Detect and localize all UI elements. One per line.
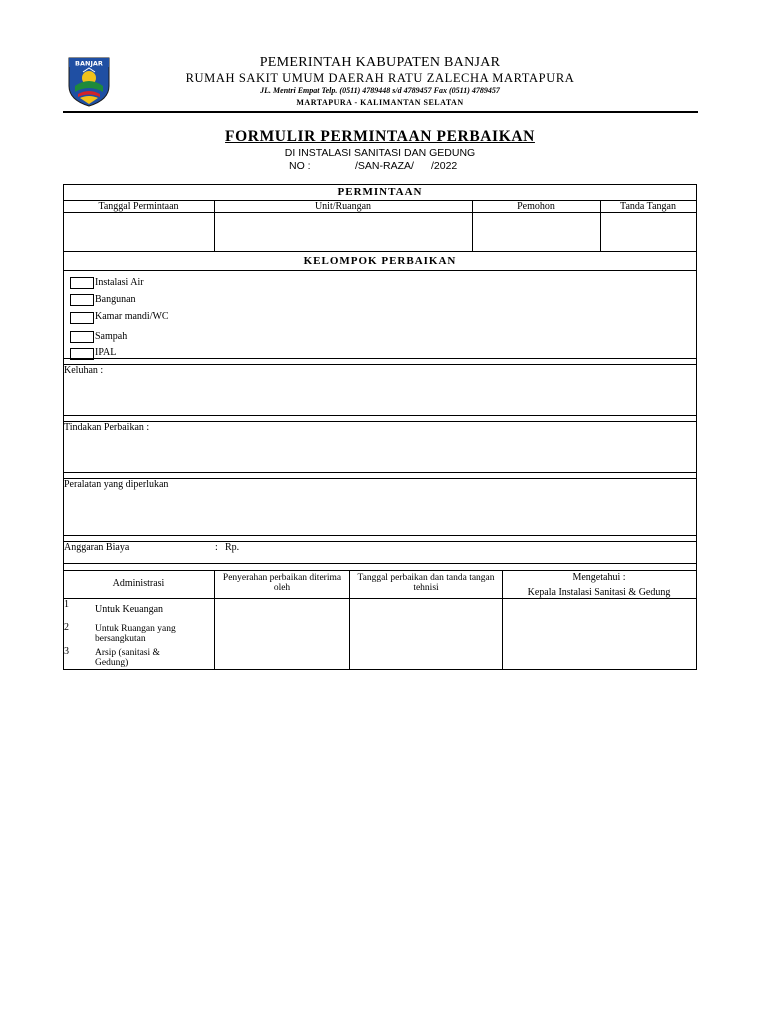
line-distribusi-top [63, 570, 697, 571]
checkbox-instalasi-air[interactable] [70, 277, 94, 289]
col-tanggal-permintaan: Tanggal Permintaan [98, 201, 179, 212]
kelompok-heading: KELOMPOK PERBAIKAN [303, 255, 457, 267]
line-peralatan-end [63, 535, 697, 536]
logo-text: BANJAR [75, 59, 103, 68]
input-mengetahui[interactable] [503, 599, 696, 669]
anggaran-currency: Rp. [225, 542, 240, 553]
row-label-arsip: Arsip (sanitasi & Gedung) [95, 648, 160, 668]
line-anggaran-end [63, 563, 697, 564]
row-label-ruangan: Untuk Ruangan yang bersangkutan [95, 624, 176, 644]
line-keluhan-end [63, 415, 697, 416]
kop-divider [63, 111, 698, 113]
line-top [63, 184, 697, 185]
kop-rumah-sakit: RUMAH SAKIT UMUM DAERAH RATU ZALECHA MARTAPURA [185, 71, 575, 85]
row-no-2: 2 [64, 622, 69, 633]
label-tindakan-perbaikan: Tindakan Perbaikan : [64, 422, 150, 433]
checkbox-kamar-mandi[interactable] [70, 312, 94, 324]
col-tanggal-perbaikan: Tanggal perbaikan dan tanda tangan tehnisi [357, 573, 495, 593]
permintaan-heading: PERMINTAAN [337, 186, 423, 198]
label-keluhan: Keluhan : [64, 365, 104, 376]
form-no-label: NO : [289, 160, 311, 172]
kop-pemerintah: PEMERINTAH KABUPATEN BANJAR [259, 55, 501, 70]
label-peralatan: Peralatan yang diperlukan [64, 479, 169, 490]
input-tanda-tangan[interactable] [601, 213, 696, 251]
form-no-code: /SAN-RAZA/ [355, 160, 414, 172]
input-tanggal-tehnisi[interactable] [350, 599, 502, 669]
line-permintaan-end [63, 251, 697, 252]
input-tanggal-permintaan[interactable] [64, 213, 214, 251]
checkbox-bangunan[interactable] [70, 294, 94, 306]
label-anggaran-biaya: Anggaran Biaya [64, 542, 130, 553]
label-instalasi-air: Instalasi Air [95, 277, 144, 288]
kop-alamat: JL. Mentri Empat Telp. (0511) 4789448 s/d 4789457 Fax (0511) 4789457 [260, 86, 500, 95]
label-sampah: Sampah [95, 331, 128, 342]
line-tindakan-end [63, 472, 697, 473]
line-bottom [63, 669, 697, 670]
col-mengetahui: Mengetahui : [572, 572, 626, 583]
anggaran-separator: : [215, 542, 218, 553]
col-administrasi: Administrasi [112, 578, 165, 589]
input-keluhan[interactable] [64, 377, 696, 414]
input-peralatan[interactable] [64, 491, 696, 534]
input-unit-ruangan[interactable] [215, 213, 472, 251]
form-no-year: /2022 [431, 160, 458, 172]
banjar-logo [66, 56, 112, 108]
line-keluhan-top [63, 364, 697, 365]
col-pemohon: Pemohon [517, 201, 555, 212]
line-kelompok-end [63, 358, 697, 359]
input-penyerahan[interactable] [215, 599, 349, 669]
row-label-keuangan: Untuk Keuangan [95, 604, 164, 615]
input-pemohon[interactable] [473, 213, 600, 251]
checkbox-ipal[interactable] [70, 348, 94, 360]
col-penyerahan: Penyerahan perbaikan diterima oleh [222, 573, 342, 593]
label-ipal: IPAL [95, 347, 117, 358]
label-bangunan: Bangunan [95, 294, 136, 305]
kop-kota: MARTAPURA - KALIMANTAN SELATAN [296, 98, 464, 107]
input-anggaran-biaya[interactable] [250, 542, 696, 562]
col-unit-ruangan: Unit/Ruangan [314, 201, 372, 212]
form-subtitle: DI INSTALASI SANITASI DAN GEDUNG [284, 147, 476, 159]
input-tindakan-perbaikan[interactable] [64, 434, 696, 471]
row-no-1: 1 [64, 599, 69, 610]
line-tindakan-top [63, 421, 697, 422]
form-title: FORMULIR PERMINTAAN PERBAIKAN [225, 128, 535, 145]
col-tanda-tangan: Tanda Tangan [620, 201, 676, 212]
label-kamar-mandi: Kamar mandi/WC [95, 311, 169, 322]
checkbox-sampah[interactable] [70, 331, 94, 343]
row-no-3: 3 [64, 646, 69, 657]
col-kepala-instalasi: Kepala Instalasi Sanitasi & Gedung [527, 587, 671, 598]
line-kelompok-head [63, 270, 697, 271]
